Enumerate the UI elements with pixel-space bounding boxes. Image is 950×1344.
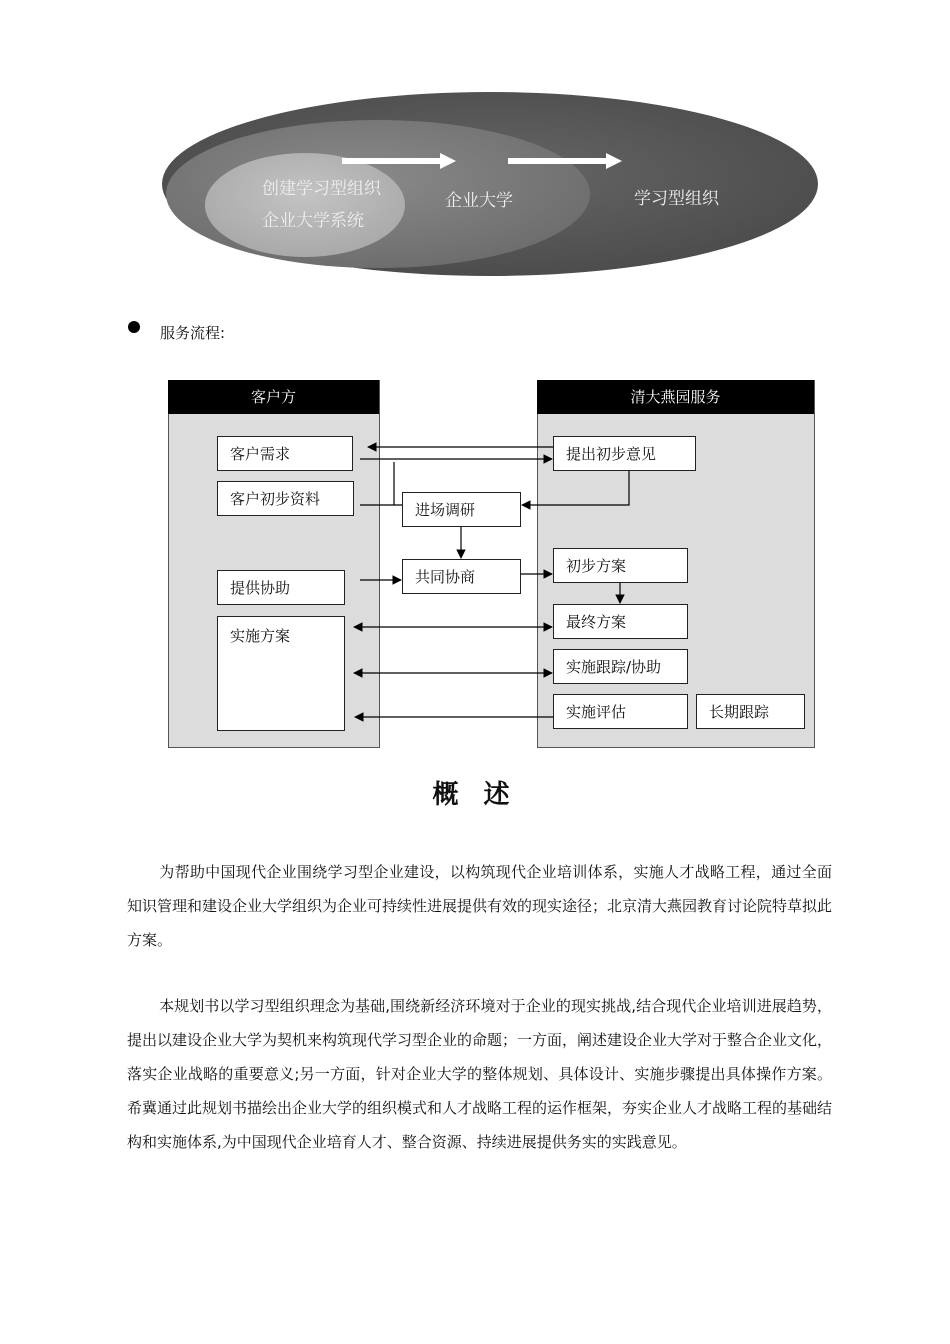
overview-title: 概 述: [432, 780, 518, 810]
learning-organization-diagram: [160, 88, 820, 280]
service-box-initial-opinion: 提出初步意见: [553, 436, 696, 471]
service-box-evaluation: 实施评估: [553, 694, 688, 729]
service-panel-header: 清大燕园服务: [537, 380, 814, 414]
overview-paragraph-1-text: 为帮助中国现代企业围绕学习型企业建设，以构筑现代企业培训体系，实施人才战略工程，通过全面知识管理和建设企业大学组织为企业可持续性进展提供有效的现实途径；北京清大燕园教育讨论院特草拟此方案。: [127, 863, 833, 949]
overview-paragraph-2: [127, 989, 832, 1159]
client-box-implementation-plan: 实施方案: [217, 616, 345, 731]
client-box-requirement: 客户需求: [217, 436, 353, 471]
service-box-long-term-tracking: 长期跟踪: [696, 694, 805, 729]
inner-label-line1: 创建学习型组织: [262, 179, 381, 199]
outer-label: 学习型组织: [634, 189, 719, 209]
middle-label: 企业大学: [445, 191, 513, 211]
ellipse-graphic: [160, 88, 820, 280]
client-box-provide-assistance: 提供协助: [217, 570, 345, 605]
bullet-icon: [128, 321, 140, 333]
inner-label-line2: 企业大学系统: [262, 211, 364, 231]
client-box-preliminary-data: 客户初步资料: [217, 481, 354, 516]
middle-box-joint-consultation: 共同协商: [402, 559, 521, 594]
inner-ellipse: [205, 153, 405, 257]
service-box-final-plan: 最终方案: [553, 604, 688, 639]
service-box-preliminary-plan: 初步方案: [553, 548, 688, 583]
service-box-tracking-assistance: 实施跟踪/协助: [553, 649, 688, 684]
overview-paragraph-1: [127, 855, 832, 957]
service-flow-label: 服务流程:: [160, 324, 226, 342]
middle-box-field-research: 进场调研: [402, 492, 521, 527]
overview-paragraph-2-text: 本规划书以学习型组织理念为基础,围绕新经济环境对于企业的现实挑战,结合现代企业培训进展趋势，提出以建设企业大学为契机来构筑现代学习型企业的命题；一方面，阐述建设企业大学对于整合企业文化，落实企业战略的重要意义;另一方面，针对企业大学的整体规划、具体设计、实施步骤提出具体操作方案。希冀通过此规划书描绘出企业大学的组织模式和人才战略工程的运作框架，夯实企业人才战略工程的基础结构和实施体系,为中国现代企业培育人才、整合资源、持续进展提供务实的实践意见。: [127, 997, 833, 1151]
client-panel-header: 客户方: [168, 380, 379, 414]
